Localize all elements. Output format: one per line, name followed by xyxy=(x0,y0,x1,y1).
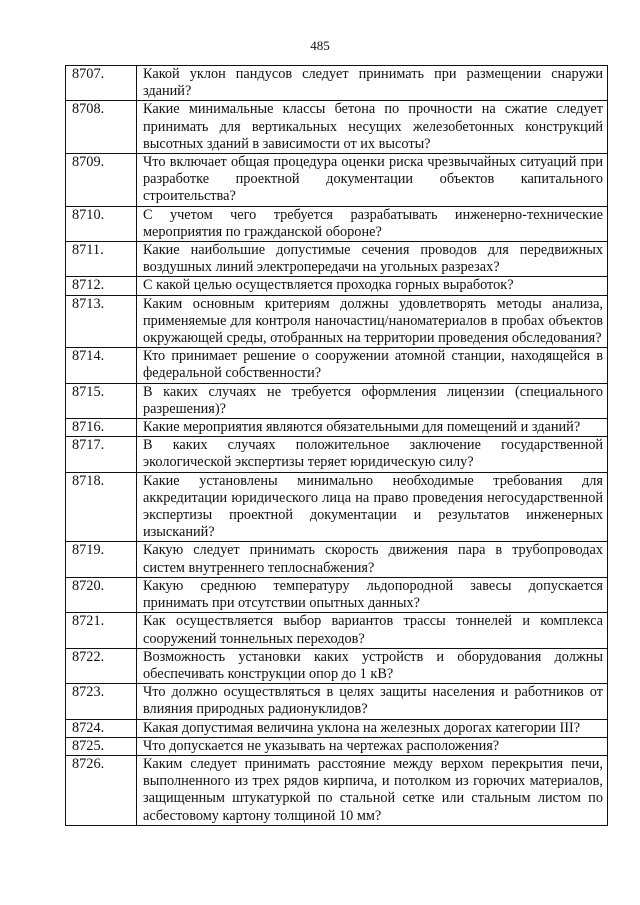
question-text: Что допускается не указывать на чертежах расположения? xyxy=(137,737,608,755)
table-row xyxy=(66,542,608,577)
table-row xyxy=(66,737,608,755)
table-row xyxy=(66,154,608,207)
question-number: 8719. xyxy=(66,542,137,577)
table-row xyxy=(66,648,608,683)
question-number: 8710. xyxy=(66,206,137,241)
question-text: Какую среднюю температуру льдопородной завесы допускается принимать при отсутствии опытных данных? xyxy=(137,577,608,612)
table-row xyxy=(66,348,608,383)
question-text: Каким следует принимать расстояние между верхом перекрытия печи, выполненного из трех рядов кирпича, и потолком из горючих материалов, защищенным штукатуркой по стальной сетке или стальным листом по асбестовому картону толщиной 10 мм? xyxy=(137,755,608,825)
question-text: В каких случаях не требуется оформления лицензии (специального разрешения)? xyxy=(137,383,608,418)
question-number: 8715. xyxy=(66,383,137,418)
question-text: Какие мероприятия являются обязательными для помещений и зданий? xyxy=(137,419,608,437)
page-number: 485 xyxy=(310,38,330,53)
question-text: Что должно осуществляться в целях защиты населения и работников от влияния природных радионуклидов? xyxy=(137,684,608,719)
question-number: 8724. xyxy=(66,719,137,737)
question-text: Какие минимальные классы бетона по прочности на сжатие следует принимать для вертикальных несущих железобетонных конструкций высотных зданий в зависимости от их высоты? xyxy=(137,101,608,154)
question-text: Как осуществляется выбор вариантов трассы тоннелей и комплекса сооружений тоннельных переходов? xyxy=(137,613,608,648)
question-number: 8718. xyxy=(66,472,137,542)
question-text: Какие установлены минимально необходимые требования для аккредитации юридического лица на право проведения негосударственной экспертизы проектной документации и результатов инженерных изысканий? xyxy=(137,472,608,542)
table-row xyxy=(66,684,608,719)
question-number: 8723. xyxy=(66,684,137,719)
table-row xyxy=(66,613,608,648)
table-row xyxy=(66,383,608,418)
table-row xyxy=(66,437,608,472)
questions-table xyxy=(65,65,608,826)
question-text: В каких случаях положительное заключение государственной экологической экспертизы теряет юридическую силу? xyxy=(137,437,608,472)
question-text: С учетом чего требуется разрабатывать инженерно-технические мероприятия по гражданской обороне? xyxy=(137,206,608,241)
question-text: Какой уклон пандусов следует принимать при размещении снаружи зданий? xyxy=(137,66,608,101)
question-number: 8721. xyxy=(66,613,137,648)
question-number: 8707. xyxy=(66,66,137,101)
question-text: Какая допустимая величина уклона на железных дорогах категории III? xyxy=(137,719,608,737)
table-row xyxy=(66,242,608,277)
table-row xyxy=(66,206,608,241)
table-row xyxy=(66,419,608,437)
question-number: 8709. xyxy=(66,154,137,207)
question-number: 8726. xyxy=(66,755,137,825)
question-text: Возможность установки каких устройств и оборудования должны обеспечивать конструкции опор до 1 кВ? xyxy=(137,648,608,683)
table-row xyxy=(66,277,608,295)
question-number: 8711. xyxy=(66,242,137,277)
question-number: 8714. xyxy=(66,348,137,383)
question-text: Какую следует принимать скорость движения пара в трубопроводах систем внутреннего теплоснабжения? xyxy=(137,542,608,577)
question-number: 8712. xyxy=(66,277,137,295)
table-row xyxy=(66,472,608,542)
question-text: С какой целью осуществляется проходка горных выработок? xyxy=(137,277,608,295)
table-row xyxy=(66,755,608,825)
question-number: 8725. xyxy=(66,737,137,755)
table-row xyxy=(66,66,608,101)
table-row xyxy=(66,101,608,154)
question-text: Какие наибольшие допустимые сечения проводов для передвижных воздушных линий электропередачи на угольных разрезах? xyxy=(137,242,608,277)
question-number: 8720. xyxy=(66,577,137,612)
questions-table-body xyxy=(66,66,608,826)
question-text: Кто принимает решение о сооружении атомной станции, находящейся в федеральной собственности? xyxy=(137,348,608,383)
question-text: Что включает общая процедура оценки риска чрезвычайных ситуаций при разработке проектной документации объектов капитального строительства? xyxy=(137,154,608,207)
question-number: 8717. xyxy=(66,437,137,472)
question-number: 8716. xyxy=(66,419,137,437)
question-number: 8722. xyxy=(66,648,137,683)
table-row xyxy=(66,719,608,737)
question-text: Каким основным критериям должны удовлетворять методы анализа, применяемые для контроля наночастиц/наноматериалов в пробах объектов окружающей среды, отобранных на территории проведения обследования? xyxy=(137,295,608,348)
question-number: 8708. xyxy=(66,101,137,154)
question-number: 8713. xyxy=(66,295,137,348)
table-row xyxy=(66,295,608,348)
table-row xyxy=(66,577,608,612)
